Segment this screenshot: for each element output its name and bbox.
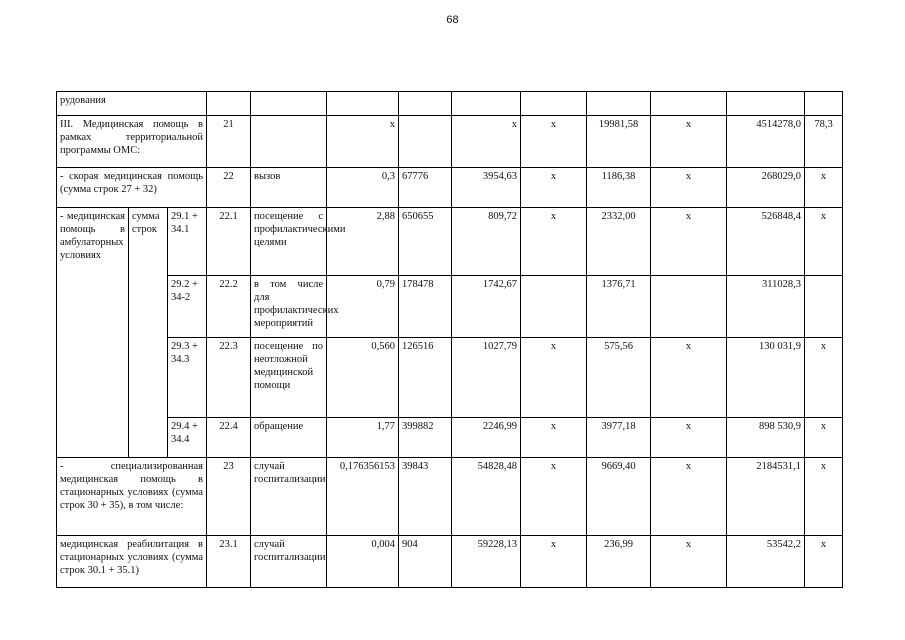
- row-v2: 39843: [399, 458, 452, 536]
- row-v5: 19981,58: [587, 116, 651, 168]
- row-code: 22.2: [207, 276, 251, 338]
- row-v2: [399, 116, 452, 168]
- row-code: 23.1: [207, 536, 251, 588]
- row-v3: 59228,13: [452, 536, 521, 588]
- row-v5: [587, 92, 651, 116]
- row-unit: вызов: [251, 168, 327, 208]
- row-unit: посещение с профилактическими целями: [251, 208, 327, 276]
- row-v7: 526848,4: [727, 208, 805, 276]
- row-code: 21: [207, 116, 251, 168]
- table-row: [57, 92, 843, 116]
- row-v2: 399882: [399, 418, 452, 458]
- row-v2: 178478: [399, 276, 452, 338]
- row-v6: х: [651, 168, 727, 208]
- row-v3: х: [452, 116, 521, 168]
- table-row: [57, 116, 843, 168]
- ambulatory-name: - медицинская помощь в амбулаторных условиях: [57, 208, 129, 458]
- row-code: 22.1: [207, 208, 251, 276]
- row-code: 23: [207, 458, 251, 536]
- row-v5: 3977,18: [587, 418, 651, 458]
- row-v8: х: [805, 418, 843, 458]
- row-v7: [727, 92, 805, 116]
- row-v3: 809,72: [452, 208, 521, 276]
- row-v6: [651, 92, 727, 116]
- row-v3: 54828,48: [452, 458, 521, 536]
- table-row: [57, 338, 843, 418]
- table-row: [57, 458, 843, 536]
- row-v6: х: [651, 116, 727, 168]
- row-v3: 2246,99: [452, 418, 521, 458]
- row-v3: 3954,63: [452, 168, 521, 208]
- row-code: 22.4: [207, 418, 251, 458]
- row-unit: случай госпитализации: [251, 458, 327, 536]
- row-v7: 130 031,9: [727, 338, 805, 418]
- row-code: 22: [207, 168, 251, 208]
- row-name: медицинская реабилитация в стационарных условиях (сумма строк 30.1 + 35.1): [57, 536, 207, 588]
- row-name: - специализированная медицинская помощь в стационарных условиях (сумма строк 30 + 35), в том числе:: [57, 458, 207, 536]
- row-v1: [327, 92, 399, 116]
- table-row: [57, 536, 843, 588]
- row-v4: х: [521, 168, 587, 208]
- row-v8: х: [805, 168, 843, 208]
- row-v5: 2332,00: [587, 208, 651, 276]
- row-v4: х: [521, 338, 587, 418]
- row-v1: 0,176356153: [327, 458, 399, 536]
- row-v7: 4514278,0: [727, 116, 805, 168]
- row-v4: х: [521, 116, 587, 168]
- table-row: [57, 276, 843, 338]
- row-v1: х: [327, 116, 399, 168]
- row-v5: 1376,71: [587, 276, 651, 338]
- row-v5: 236,99: [587, 536, 651, 588]
- table-row: [57, 168, 843, 208]
- row-v5: 575,56: [587, 338, 651, 418]
- row-v8: х: [805, 338, 843, 418]
- row-v6: х: [651, 208, 727, 276]
- ambulatory-sum-label: сумма строк: [129, 208, 168, 458]
- row-unit: обращение: [251, 418, 327, 458]
- row-v8: х: [805, 458, 843, 536]
- row-name: - скорая медицинская помощь (сумма строк 27 + 32): [57, 168, 207, 208]
- row-v4: х: [521, 458, 587, 536]
- row-source-lines: 29.1 + 34.1: [168, 208, 207, 276]
- row-v2: [399, 92, 452, 116]
- row-v6: х: [651, 458, 727, 536]
- row-v1: 0,79: [327, 276, 399, 338]
- row-unit: случай госпитализации: [251, 536, 327, 588]
- row-v8: [805, 92, 843, 116]
- row-v7: 2184531,1: [727, 458, 805, 536]
- row-v3: [452, 92, 521, 116]
- row-v5: 1186,38: [587, 168, 651, 208]
- row-v4: х: [521, 536, 587, 588]
- data-table: [56, 91, 843, 588]
- row-v1: 0,560: [327, 338, 399, 418]
- row-v8: 78,3: [805, 116, 843, 168]
- row-v4: [521, 92, 587, 116]
- row-source-lines: 29.3 + 34.3: [168, 338, 207, 418]
- row-v3: 1027,79: [452, 338, 521, 418]
- row-v1: 2,88: [327, 208, 399, 276]
- row-code: 22.3: [207, 338, 251, 418]
- row-v3: 1742,67: [452, 276, 521, 338]
- row-v4: х: [521, 208, 587, 276]
- row-code: [207, 92, 251, 116]
- row-v2: 67776: [399, 168, 452, 208]
- row-v4: [521, 276, 587, 338]
- row-v2: 650655: [399, 208, 452, 276]
- row-v1: 0,004: [327, 536, 399, 588]
- row-v7: 898 530,9: [727, 418, 805, 458]
- row-unit: [251, 116, 327, 168]
- row-unit: посещение по неотложной медицинской помощи: [251, 338, 327, 418]
- row-unit: [251, 92, 327, 116]
- row-v6: х: [651, 338, 727, 418]
- row-name: рудования: [57, 92, 207, 116]
- row-v8: [805, 276, 843, 338]
- row-unit: в том числе для профилактических мероприятий: [251, 276, 327, 338]
- row-v5: 9669,40: [587, 458, 651, 536]
- row-v6: [651, 276, 727, 338]
- row-v1: 1,77: [327, 418, 399, 458]
- row-source-lines: 29.2 + 34-2: [168, 276, 207, 338]
- table-row: [57, 418, 843, 458]
- row-name: III. Медицинская помощь в рамках территориальной программы ОМС:: [57, 116, 207, 168]
- row-v2: 904: [399, 536, 452, 588]
- row-v7: 53542,2: [727, 536, 805, 588]
- row-v1: 0,3: [327, 168, 399, 208]
- row-v6: х: [651, 536, 727, 588]
- page-number: 68: [446, 14, 459, 26]
- row-source-lines: 29.4 + 34.4: [168, 418, 207, 458]
- row-v4: х: [521, 418, 587, 458]
- row-v2: 126516: [399, 338, 452, 418]
- row-v8: х: [805, 536, 843, 588]
- table-row: [57, 208, 843, 276]
- row-v7: 311028,3: [727, 276, 805, 338]
- row-v8: х: [805, 208, 843, 276]
- row-v7: 268029,0: [727, 168, 805, 208]
- row-v6: х: [651, 418, 727, 458]
